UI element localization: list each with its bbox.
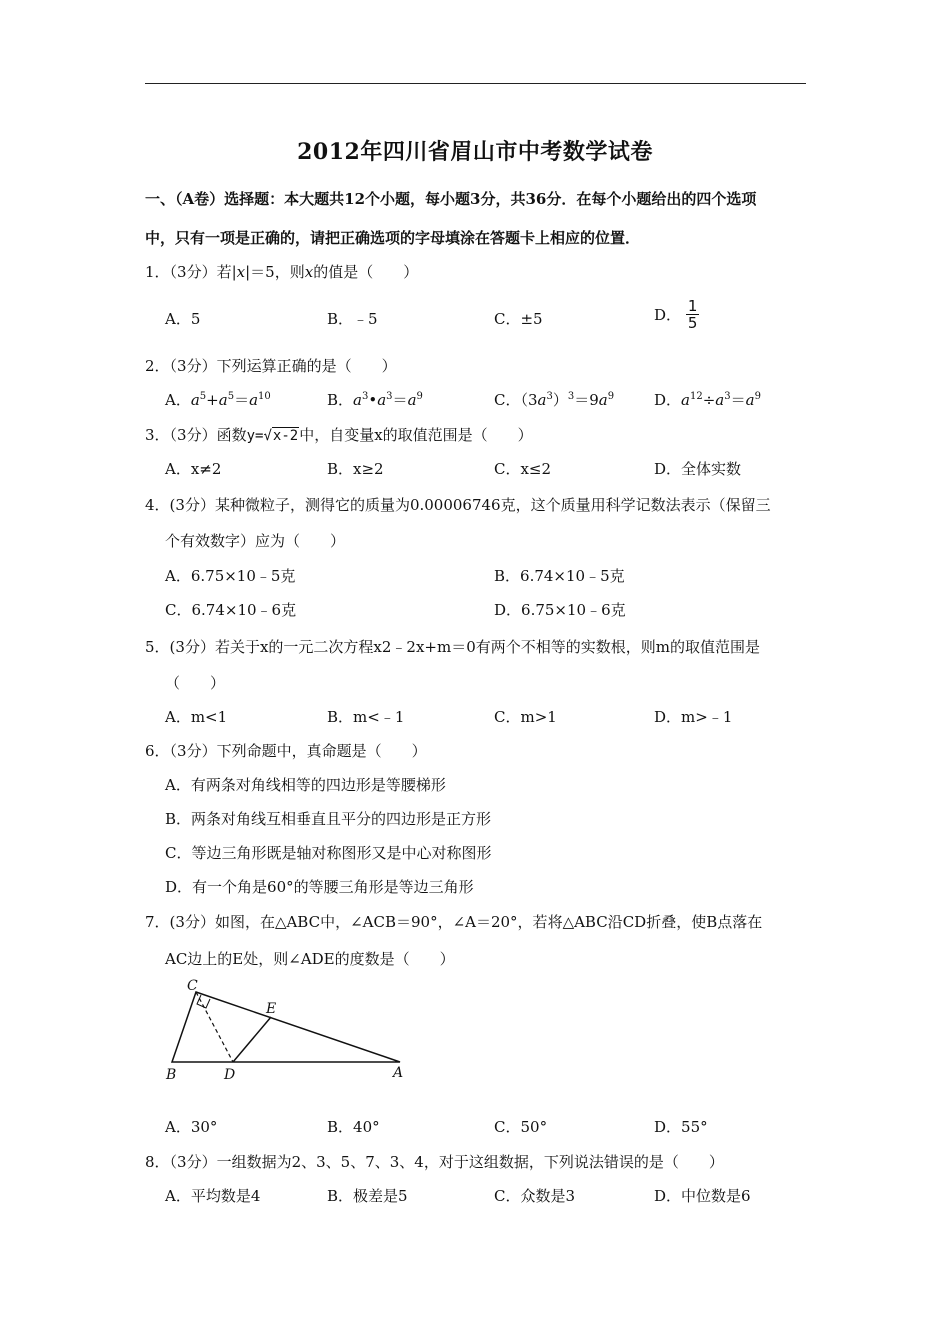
label-c: C xyxy=(187,978,198,994)
question-5-stem-line2: （ ） xyxy=(165,674,226,692)
question-4-option-c[interactable]: C．6.74×10﹣6克 xyxy=(165,601,297,619)
label-a: A xyxy=(393,1065,404,1081)
header-rule xyxy=(145,83,806,84)
segment-de xyxy=(233,1017,271,1062)
question-2-option-d[interactable]: D．$a^{12}\div a^3=a^9$ xyxy=(654,391,761,409)
question-3-option-d[interactable]: D．全体实数 xyxy=(654,460,742,478)
question-7-option-a[interactable]: A．30° xyxy=(165,1118,218,1136)
question-3-option-c[interactable]: C．x≤2 xyxy=(494,460,552,478)
fraction-one-fifth: $\frac{1}{5}$ xyxy=(687,297,698,332)
question-8-option-d[interactable]: D．中位数是6 xyxy=(654,1187,751,1205)
question-4-stem-line2: 个有效数字）应为（ ） xyxy=(165,532,346,550)
question-4-option-a[interactable]: A．6.75×10﹣5克 xyxy=(165,567,296,585)
question-1-option-b[interactable]: B．﹣5 xyxy=(327,310,378,328)
question-7-stem-line2: AC边上的E处，则∠ADE的度数是（ ） xyxy=(165,950,455,968)
triangle-abc xyxy=(172,992,400,1062)
question-1-stem: 1．（3分）若|x|＝5，则x的值是（ ） xyxy=(145,263,419,281)
question-1-option-c[interactable]: C．±5 xyxy=(494,310,543,328)
question-2-option-b[interactable]: B．$a^3•a^3=a^9$ xyxy=(327,391,423,409)
sqrt-formula: y=√x-2 xyxy=(246,428,299,444)
label-b: B xyxy=(166,1067,177,1083)
section-header-line1: 一、（A卷）选择题：本大题共12个小题，每小题3分，共36分．在每个小题给出的四个选项 xyxy=(145,190,757,208)
question-6-option-b[interactable]: B．两条对角线互相垂直且平分的四边形是正方形 xyxy=(165,810,492,828)
question-5-option-d[interactable]: D．m>﹣1 xyxy=(654,708,733,726)
question-6-stem: 6．（3分）下列命题中，真命题是（ ） xyxy=(145,742,427,760)
question-3-option-a[interactable]: A．x≠2 xyxy=(165,460,222,478)
question-7-option-b[interactable]: B．40° xyxy=(327,1118,380,1136)
question-8-option-c[interactable]: C．众数是3 xyxy=(494,1187,576,1205)
question-6-option-d[interactable]: D．有一个角是60°的等腰三角形是等边三角形 xyxy=(165,878,474,896)
question-5-option-c[interactable]: C．m>1 xyxy=(494,708,557,726)
question-6-option-a[interactable]: A．有两条对角线相等的四边形是等腰梯形 xyxy=(165,776,446,794)
question-5-option-a[interactable]: A．m<1 xyxy=(165,708,228,726)
question-1-option-d[interactable]: D． $\frac{1}{5}$ xyxy=(654,297,698,332)
question-7-stem-line1: 7．(3分）如图，在△ABC中，∠ACB＝90°，∠A＝20°，若将△ABC沿CD折叠，使B点落在 xyxy=(145,913,763,931)
question-4-option-d[interactable]: D．6.75×10﹣6克 xyxy=(494,601,626,619)
label-e: E xyxy=(266,1001,277,1017)
question-6-option-c[interactable]: C．等边三角形既是轴对称图形又是中心对称图形 xyxy=(165,844,492,862)
question-8-option-b[interactable]: B．极差是5 xyxy=(327,1187,408,1205)
question-3-option-b[interactable]: B．x≥2 xyxy=(327,460,384,478)
question-2-option-a[interactable]: A．$a^5+a^5=a^{10}$ xyxy=(165,391,271,409)
question-3-stem: 3．（3分）函数y=√x-2中，自变量x的取值范围是（ ） xyxy=(145,426,533,444)
question-2-stem: 2．（3分）下列运算正确的是（ ） xyxy=(145,357,397,375)
question-4-option-b[interactable]: B．6.74×10﹣5克 xyxy=(494,567,625,585)
label-d: D xyxy=(224,1067,236,1083)
question-4-stem-line1: 4．(3分）某种微粒子，测得它的质量为0.00006746克，这个质量用科学记数法表示（保留三 xyxy=(145,496,771,514)
question-2-option-c[interactable]: C．$(3a^3)^3=9a^9$ xyxy=(494,391,615,409)
question-7-option-c[interactable]: C．50° xyxy=(494,1118,548,1136)
question-8-stem: 8．（3分）一组数据为2、3、5、7、3、4，对于这组数据，下列说法错误的是（ ） xyxy=(145,1153,724,1171)
question-5-option-b[interactable]: B．m<﹣1 xyxy=(327,708,405,726)
section-header-line2: 中，只有一项是正确的，请把正确选项的字母填涂在答题卡上相应的位置． xyxy=(145,229,641,247)
page-title: 2012年四川省眉山市中考数学试卷 xyxy=(297,139,653,165)
question-5-stem-line1: 5．(3分）若关于x的一元二次方程x2﹣2x+m＝0有两个不相等的实数根，则m的取值范围是 xyxy=(145,638,760,656)
question-1-option-a[interactable]: A．5 xyxy=(165,310,201,328)
question-7-option-d[interactable]: D．55° xyxy=(654,1118,708,1136)
triangle-figure xyxy=(160,975,420,1085)
question-8-option-a[interactable]: A．平均数是4 xyxy=(165,1187,261,1205)
